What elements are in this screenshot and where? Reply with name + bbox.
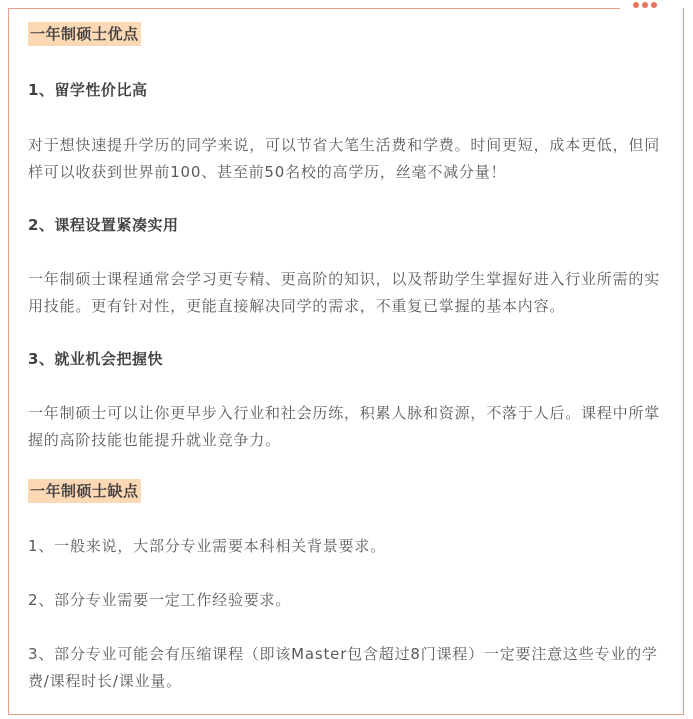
article-body bbox=[28, 22, 668, 695]
advantage-2-body: 一年制硕士课程通常会学习更专精、更高阶的知识，以及帮助学生掌握好进入行业所需的实用技能。更有针对性，更能直接解决同学的需求，不重复已掌握的基本内容。 bbox=[28, 270, 661, 315]
advantages-heading: 一年制硕士优点 bbox=[28, 22, 141, 46]
dots-decoration-icon bbox=[633, 2, 657, 8]
dot-icon bbox=[642, 2, 648, 8]
advantage-2-title: 2、课程设置紧凑实用 bbox=[28, 216, 179, 234]
disadvantage-3: 3、部分专业可能会有压缩课程（即该Master包含超过8门课程）一定要注意这些专业的学费/课程时长/课业量。 bbox=[28, 645, 658, 690]
disadvantage-1: 1、一般来说，大部分专业需要本科相关背景要求。 bbox=[28, 537, 386, 555]
disadvantage-2: 2、部分专业需要一定工作经验要求。 bbox=[28, 591, 292, 609]
advantage-1-body: 对于想快速提升学历的同学来说，可以节省大笔生活费和学费。时间更短，成本更低，但同样可以收获到世界前100、甚至前50名校的高学历，丝毫不减分量！ bbox=[28, 136, 661, 181]
dot-icon bbox=[633, 2, 639, 8]
advantage-3-body: 一年制硕士可以让你更早步入行业和社会历练，积累人脉和资源，不落于人后。课程中所掌握的高阶技能也能提升就业竞争力。 bbox=[28, 404, 661, 449]
advantage-1-title: 1、留学性价比高 bbox=[28, 81, 148, 99]
advantage-3-title: 3、就业机会把握快 bbox=[28, 350, 163, 368]
dot-icon bbox=[651, 2, 657, 8]
disadvantages-heading: 一年制硕士缺点 bbox=[28, 479, 141, 503]
